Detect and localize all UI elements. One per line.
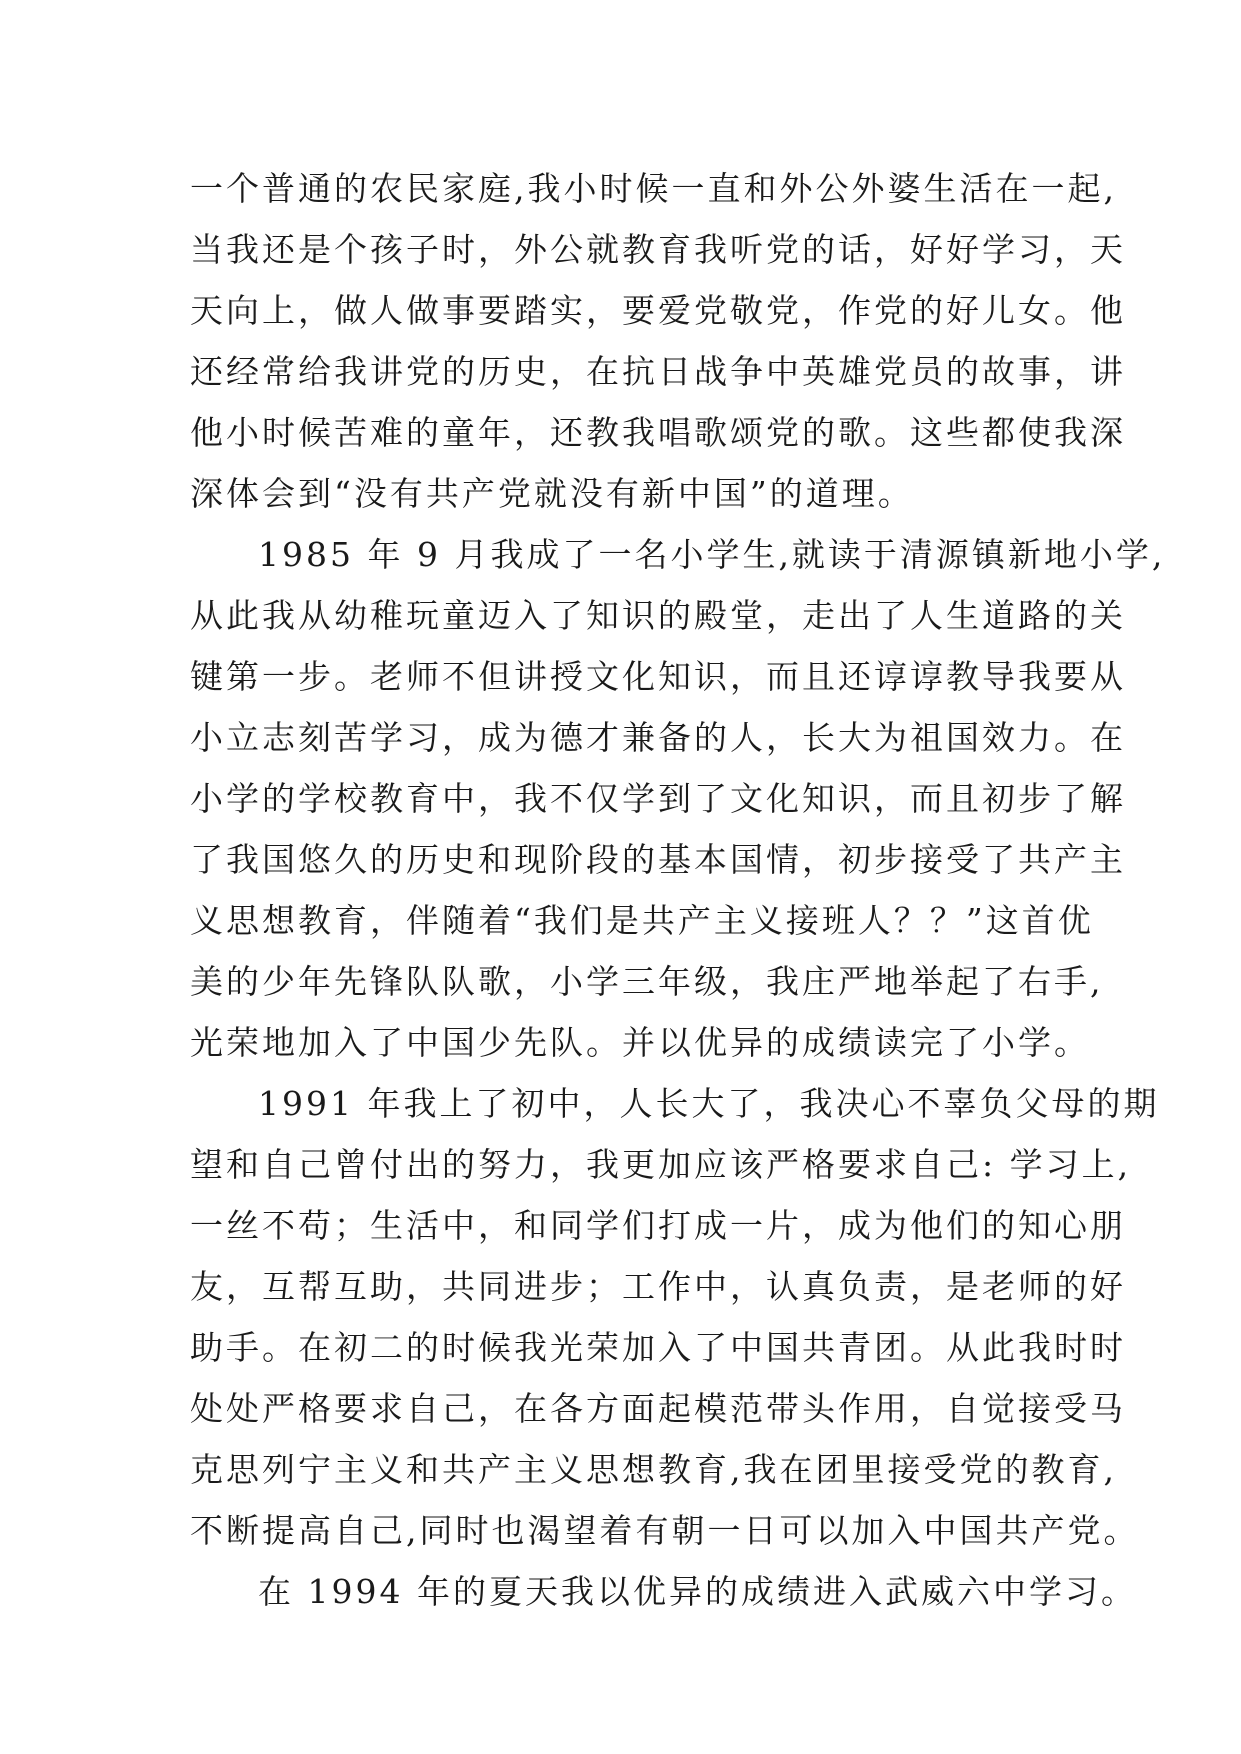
text-line: 在 1994 年的夏天我以优异的成绩进入武威六中学习。 [258, 1572, 1137, 1611]
text-line: 了我国悠久的历史和现阶段的基本国情，初步接受了共产主 [190, 840, 1126, 879]
text-line: 一个普通的农民家庭,我小时候一直和外公外婆生活在一起, [190, 169, 1117, 208]
text-line: 友，互帮互助，共同进步；工作中，认真负责，是老师的好 [190, 1267, 1126, 1306]
text-line: 不断提高自己,同时也渴望着有朝一日可以加入中国共产党。 [190, 1511, 1140, 1550]
text-line: 小立志刻苦学习，成为德才兼备的人，长大为祖国效力。在 [190, 718, 1126, 757]
text-line: 小学的学校教育中，我不仅学到了文化知识，而且初步了解 [190, 779, 1126, 818]
text-line: 美的少年先锋队队歌，小学三年级，我庄严地举起了右手, [190, 962, 1104, 1001]
paragraph-childhood [190, 158, 1126, 524]
text-line: 克思列宁主义和共产主义思想教育,我在团里接受党的教育, [190, 1450, 1117, 1489]
text-line: 望和自己曾付出的努力，我更加应该严格要求自己: 学习上, [190, 1145, 1132, 1184]
text-line: 从此我从幼稚玩童迈入了知识的殿堂，走出了人生道路的关 [190, 596, 1126, 635]
paragraph-high-school [190, 1561, 1137, 1622]
text-line: 1985 年 9 月我成了一名小学生,就读于清源镇新地小学, [258, 535, 1166, 574]
text-line: 助手。在初二的时候我光荣加入了中国共青团。从此我时时 [190, 1328, 1126, 1367]
paragraph-middle-school [190, 1073, 1160, 1561]
text-line: 他小时候苦难的童年，还教我唱歌颂党的歌。这些都使我深 [190, 413, 1126, 452]
text-line: 深体会到“没有共产党就没有新中国”的道理。 [190, 474, 914, 513]
document-body [190, 158, 1166, 1622]
text-line: 天向上，做人做事要踏实，要爱党敬党，作党的好儿女。他 [190, 291, 1126, 330]
text-line: 当我还是个孩子时，外公就教育我听党的话，好好学习，天 [190, 230, 1126, 269]
text-line: 光荣地加入了中国少先队。并以优异的成绩读完了小学。 [190, 1023, 1090, 1062]
text-line: 键第一步。老师不但讲授文化知识，而且还谆谆教导我要从 [190, 657, 1126, 696]
text-line: 1991 年我上了初中，人长大了，我决心不辜负父母的期 [258, 1084, 1160, 1123]
text-line: 义思想教育，伴随着“我们是共产主义接班人？？”这首优 [190, 901, 1094, 940]
text-line: 还经常给我讲党的历史，在抗日战争中英雄党员的故事，讲 [190, 352, 1126, 391]
paragraph-primary-school [190, 524, 1166, 1073]
text-line: 处处严格要求自己，在各方面起模范带头作用，自觉接受马 [190, 1389, 1126, 1428]
text-line: 一丝不苟；生活中，和同学们打成一片，成为他们的知心朋 [190, 1206, 1126, 1245]
